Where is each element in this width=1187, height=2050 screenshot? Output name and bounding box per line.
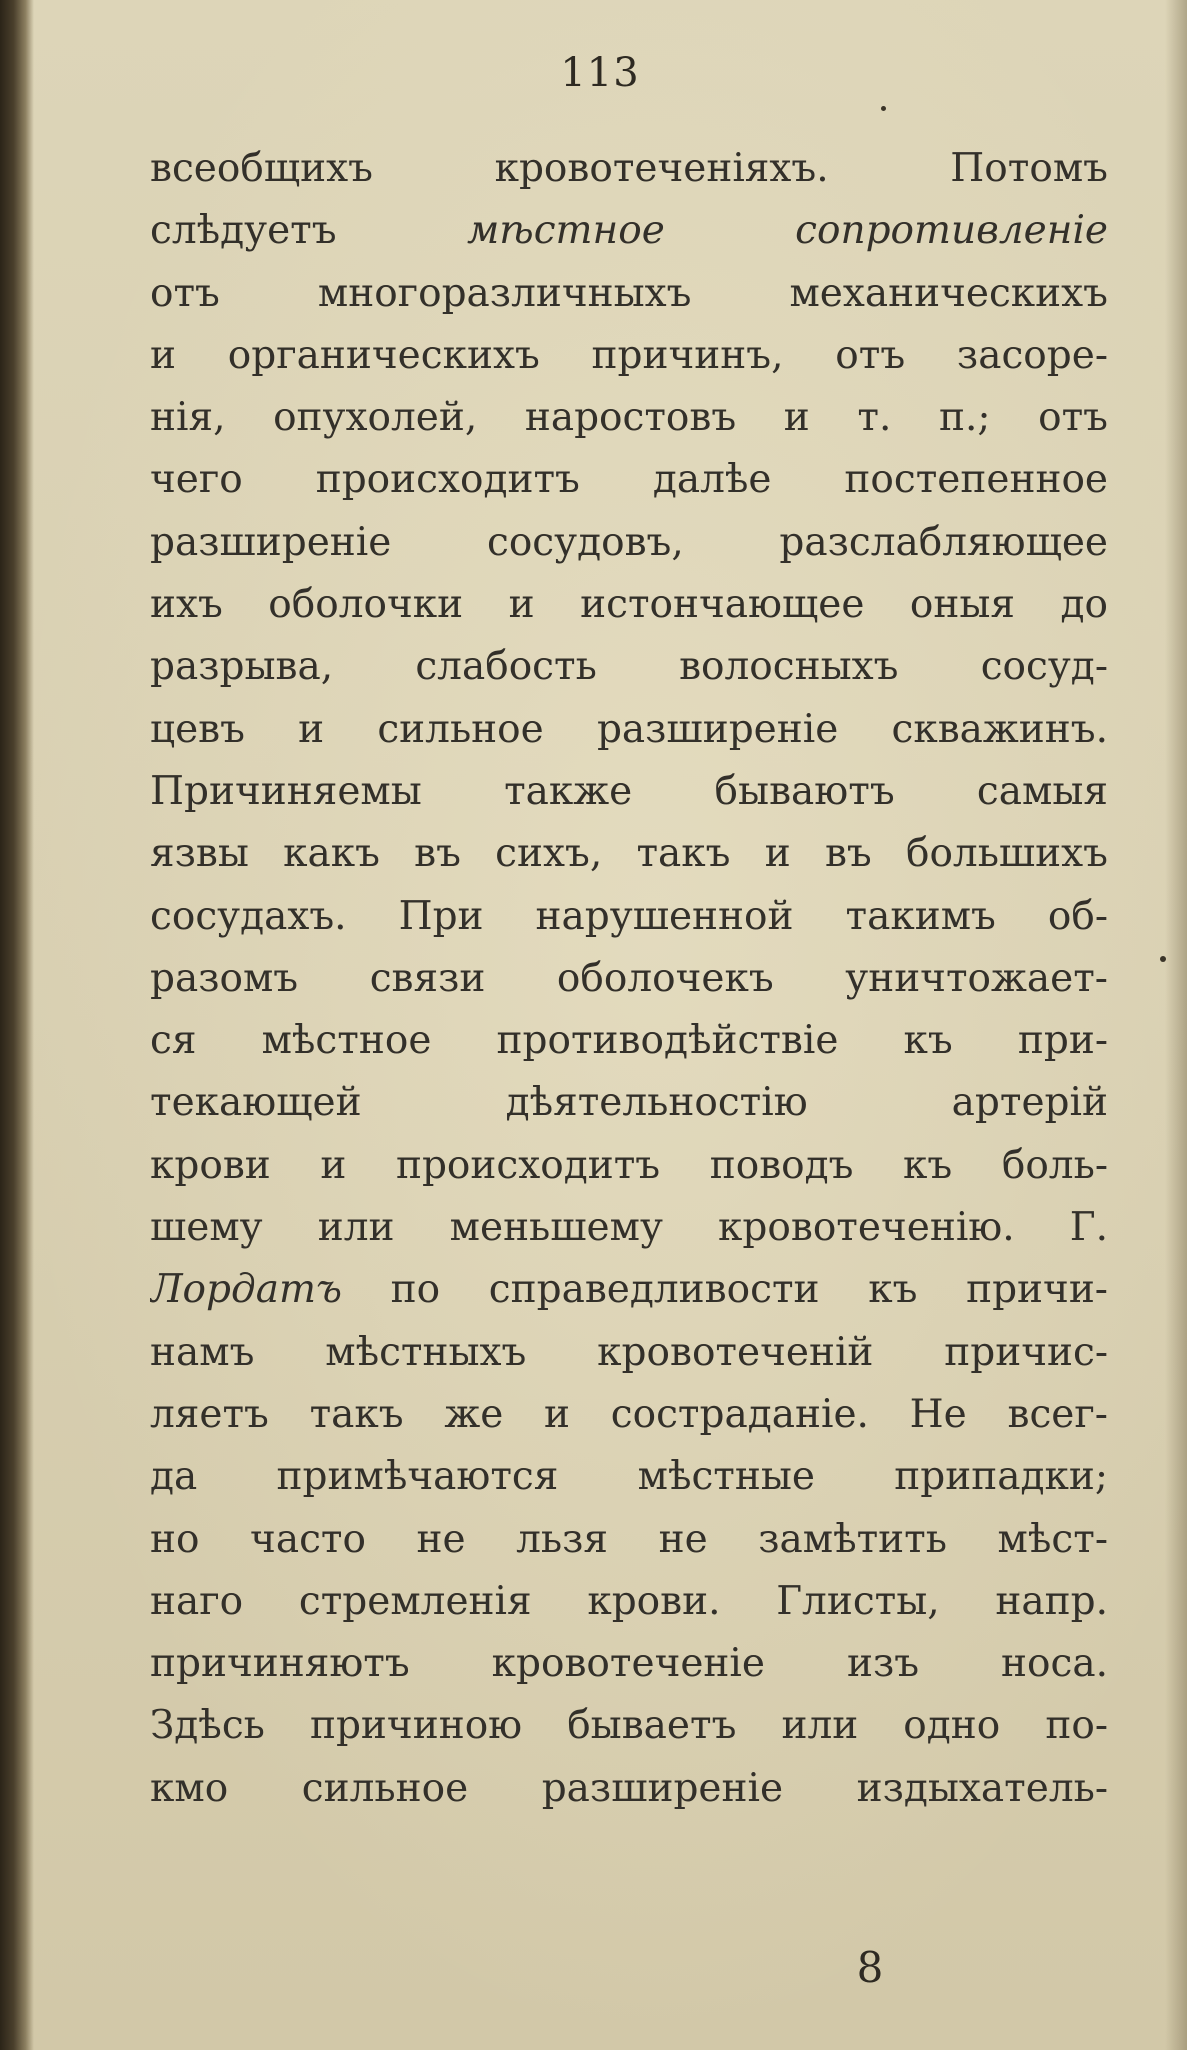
text-line: сосудахъ. При нарушенной такимъ об- [150,893,1108,939]
text-line: чего происходитъ далѣе постепенное [150,457,1108,503]
text-line: ся мѣстное противодѣйствіе къ при- [150,1018,1108,1064]
signature-mark: 8 [856,1943,884,1992]
text-line: ихъ оболочки и истончающее оныя до [150,582,1108,628]
text-segment: по справедливости къ причи- [341,1267,1108,1313]
text-line: но часто не льзя не замѣтить мѣст- [150,1516,1108,1562]
text-line: отъ многоразличныхъ механическихъ [150,270,1108,316]
page-edge-shadow [1165,0,1187,2050]
body-text [150,138,1108,1820]
text-line: разрыва, слабость волосныхъ сосуд- [150,644,1108,690]
ink-speck [1160,956,1166,962]
text-line [150,1259,1108,1321]
text-line: язвы какъ въ сихъ, такъ и въ большихъ [150,831,1108,877]
text-line: текающей дѣятельностію артерій [150,1080,1108,1126]
text-line [150,200,1108,262]
text-line: шему или меньшему кровотеченію. Г. [150,1205,1108,1251]
text-line: всеобщихъ кровотеченіяхъ. Потомъ [150,146,1108,191]
text-line: Здѣсь причиною бываетъ или одно по- [150,1703,1108,1749]
page-number: 113 [560,50,640,96]
emphasis-text: Лордатъ [150,1267,342,1313]
text-line: намъ мѣстныхъ кровотеченій причис- [150,1329,1108,1375]
book-spine-shadow [0,0,34,2050]
text-line: крови и происходитъ поводъ къ боль- [150,1142,1108,1188]
text-line: кмо сильное разширеніе издыхатель- [150,1765,1108,1811]
text-line: наго стремленія крови. Глисты, напр. [150,1578,1108,1624]
text-line: нія, опухолей, наростовъ и т. п.; отъ [150,395,1108,441]
text-line: цевъ и сильное разширеніе скважинъ. [150,706,1108,752]
text-line: причиняютъ кровотеченіе изъ носа. [150,1641,1108,1687]
text-line: Причиняемы также бываютъ самыя [150,768,1108,814]
text-line: разширеніе сосудовъ, разслабляющее [150,519,1108,565]
text-line: и органическихъ причинъ, отъ засоре- [150,332,1108,378]
text-segment: слѣдуетъ [150,208,467,254]
text-line: ляетъ такъ же и состраданіе. Не всег- [150,1391,1108,1437]
text-line: да примѣчаются мѣстные припадки; [150,1454,1108,1500]
ink-speck [881,106,886,111]
text-line: разомъ связи оболочекъ уничтожает- [150,955,1108,1001]
emphasis-text: мѣстное сопротивленіе [466,208,1108,254]
